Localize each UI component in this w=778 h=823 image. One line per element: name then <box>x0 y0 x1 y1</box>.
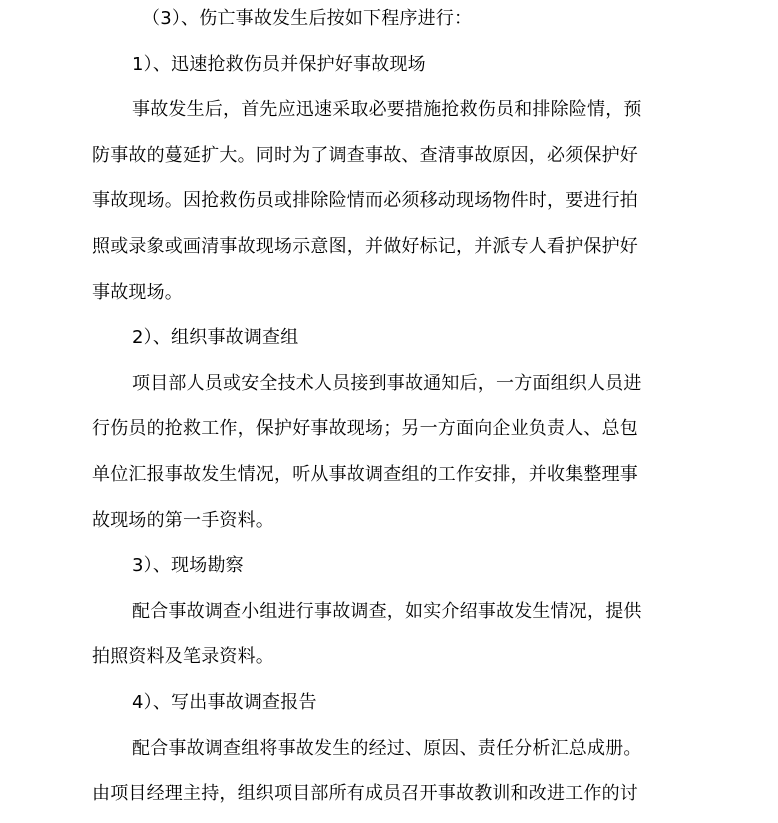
step-2-line-3: 单位汇报事故发生情况，听从事故调查组的工作安排，并收集整理事 <box>92 463 638 485</box>
step-1-line-4: 照或录象或画清事故现场示意图，并做好标记，并派专人看护保护好 <box>92 235 638 257</box>
step-3-line-1: 配合事故调查小组进行事故调查，如实介绍事故发生情况，提供 <box>132 600 642 622</box>
step-4-line-2: 由项目经理主持，组织项目部所有成员召开事故教训和改进工作的讨 <box>92 783 638 805</box>
step-4-title: 4）、写出事故调查报告 <box>132 691 317 713</box>
step-1-line-2: 防事故的蔓延扩大。同时为了调查事故、查清事故原因，必须保护好 <box>92 144 638 166</box>
step-2-line-1: 项目部人员或安全技术人员接到事故通知后，一方面组织人员进 <box>132 372 642 394</box>
step-1-line-3: 事故现场。因抢救伤员或排除险情而必须移动现场物件时，要进行拍 <box>92 190 638 212</box>
step-3-line-2: 拍照资料及笔录资料。 <box>92 646 274 668</box>
section-heading: （3）、伤亡事故发生后按如下程序进行： <box>142 8 473 29</box>
step-1-title: 1）、迅速抢救伤员并保护好事故现场 <box>132 53 426 75</box>
document-body <box>92 0 704 817</box>
step-1-line-1: 事故发生后，首先应迅速采取必要措施抢救伤员和排除险情，预 <box>132 99 642 121</box>
step-2-line-2: 行伤员的抢救工作，保护好事故现场；另一方面向企业负责人、总包 <box>92 418 638 440</box>
step-4-line-1: 配合事故调查组将事故发生的经过、原因、责任分析汇总成册。 <box>132 737 642 759</box>
step-3-title: 3）、现场勘察 <box>132 555 244 577</box>
step-2-line-4: 故现场的第一手资料。 <box>92 509 274 531</box>
step-1-line-5: 事故现场。 <box>92 281 183 303</box>
step-2-title: 2）、组织事故调查组 <box>132 327 299 349</box>
